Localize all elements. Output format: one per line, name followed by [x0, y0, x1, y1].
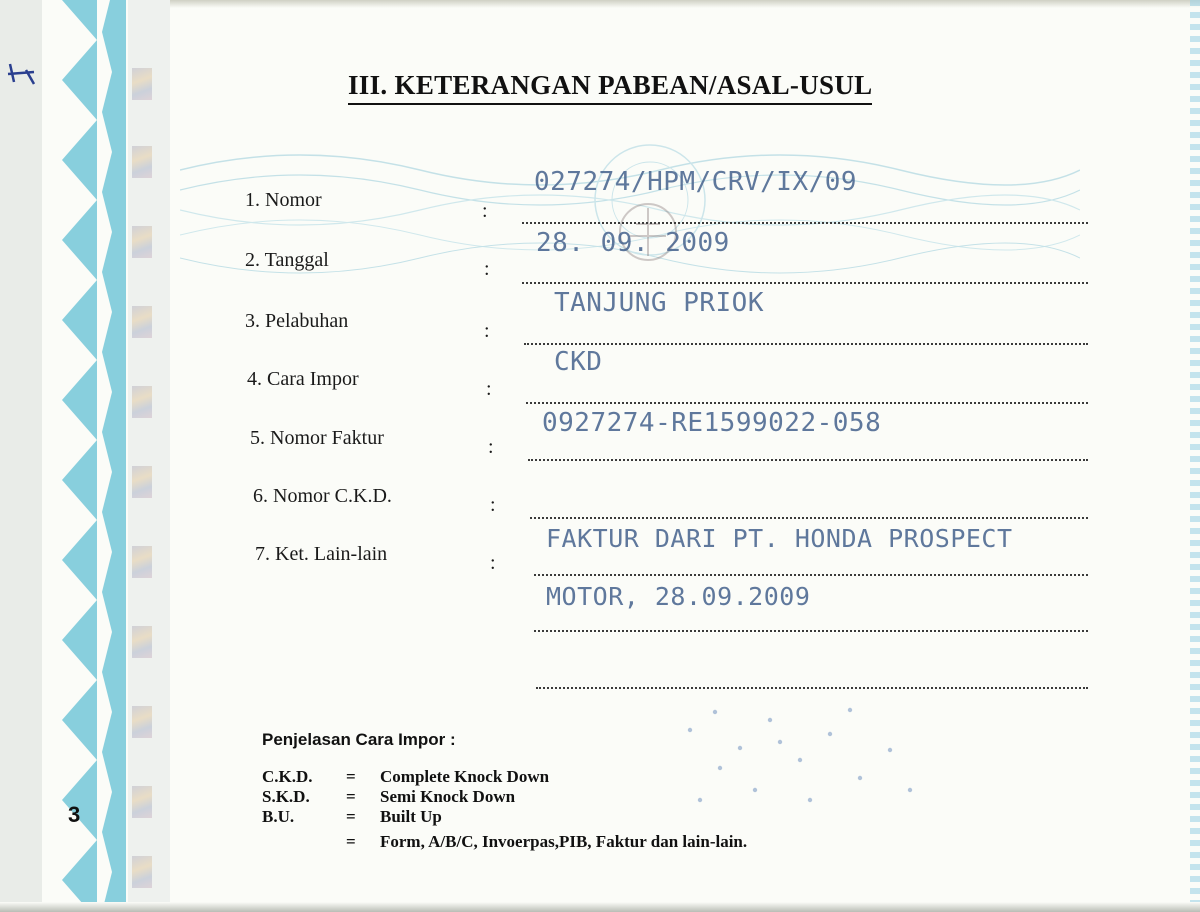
fill-line [524, 343, 1088, 345]
field-colon: : [490, 494, 496, 516]
page-top-edge [170, 0, 1200, 8]
fill-line [522, 282, 1088, 284]
field-label-nomor-ckd: 6. Nomor C.K.D. [253, 485, 392, 507]
hologram-mark [132, 68, 152, 100]
hologram-mark [132, 626, 152, 658]
stamp-nomor: 027274/HPM/CRV/IX/09 [534, 167, 858, 197]
stamp-speckle-dot [753, 788, 757, 792]
hologram-mark [132, 386, 152, 418]
field-label-pelabuhan: 3. Pelabuhan [245, 310, 349, 332]
note-equals: = [346, 767, 356, 786]
hologram-mark [132, 306, 152, 338]
field-colon: : [486, 378, 492, 400]
fill-line [530, 517, 1088, 519]
field-colon: : [484, 258, 490, 280]
stamp-ket-lain-lain: FAKTUR DARI PT. HONDA PROSPECT [546, 524, 1013, 553]
field-label-nomor: 1. Nomor [245, 189, 322, 211]
fill-line [534, 630, 1088, 632]
fill-line [526, 402, 1088, 404]
stamp-cara-impor: CKD [554, 347, 603, 377]
field-colon: : [482, 200, 488, 222]
hologram-mark [132, 146, 152, 178]
note-definition: Complete Knock Down [380, 767, 550, 786]
page-bottom-edge [0, 902, 1200, 912]
hologram-strip [128, 0, 170, 912]
stamp-speckle-dot [713, 710, 717, 714]
hologram-mark [132, 786, 152, 818]
note-abbr: C.K.D. [262, 767, 313, 786]
field-label-ket-lain-lain: 7. Ket. Lain-lain [255, 543, 388, 565]
field-label-tanggal: 2. Tanggal [245, 249, 329, 271]
stamp-nomor-faktur: 0927274-RE1599022-058 [542, 408, 882, 438]
faded-stamp-speckle [660, 690, 960, 830]
stamp-speckle-dot [768, 718, 772, 722]
stamp-speckle-dot [858, 776, 862, 780]
fill-line [528, 459, 1088, 461]
page-number: 3 [68, 802, 81, 827]
stamp-speckle-dot [778, 740, 782, 744]
security-strip [42, 0, 126, 912]
note-definition: Semi Knock Down [380, 787, 516, 806]
field-colon: : [484, 320, 490, 342]
stamp-speckle-dot [848, 708, 852, 712]
hologram-mark [132, 706, 152, 738]
note-equals: = [346, 832, 356, 851]
fill-line [536, 687, 1088, 689]
stamp-speckle-dot [738, 746, 742, 750]
stamp-tanggal: 28. 09. 2009 [536, 228, 730, 258]
note-equals: = [346, 807, 356, 826]
note-equals: = [346, 787, 356, 806]
note-definition: Built Up [380, 807, 442, 826]
stamp-speckle-dot [908, 788, 912, 792]
fill-line [522, 222, 1088, 224]
stamp-speckle-dot [888, 748, 892, 752]
note-definition: Form, A/B/C, Invoerpas,PIB, Faktur dan lain-lain. [380, 832, 748, 851]
fill-line [534, 574, 1088, 576]
stamp-speckle-dot [808, 798, 812, 802]
section-heading: III. KETERANGAN PABEAN/ASAL-USUL [348, 70, 872, 105]
stamp-speckle-dot [698, 798, 702, 802]
hologram-mark [132, 856, 152, 888]
hologram-mark [132, 546, 152, 578]
stamp-speckle-dot [798, 758, 802, 762]
stamp-ket-lain-lain-continued: MOTOR, 28.09.2009 [546, 582, 811, 611]
stamp-pelabuhan: TANJUNG PRIOK [554, 288, 764, 318]
stamp-speckle-dot [688, 728, 692, 732]
field-label-cara-impor: 4. Cara Impor [247, 368, 359, 390]
stamp-speckle-dot [718, 766, 722, 770]
field-colon: : [490, 552, 496, 574]
hologram-mark [132, 466, 152, 498]
hologram-mark [132, 226, 152, 258]
field-colon: : [488, 436, 494, 458]
field-label-nomor-faktur: 5. Nomor Faktur [250, 427, 384, 449]
note-abbr: S.K.D. [262, 787, 310, 806]
stamp-speckle-dot [828, 732, 832, 736]
notes-title: Penjelasan Cara Impor : [262, 730, 456, 749]
binding-margin [0, 0, 42, 912]
pen-mark [4, 56, 44, 96]
page-right-edge [1190, 0, 1200, 912]
note-abbr: B.U. [262, 807, 295, 826]
